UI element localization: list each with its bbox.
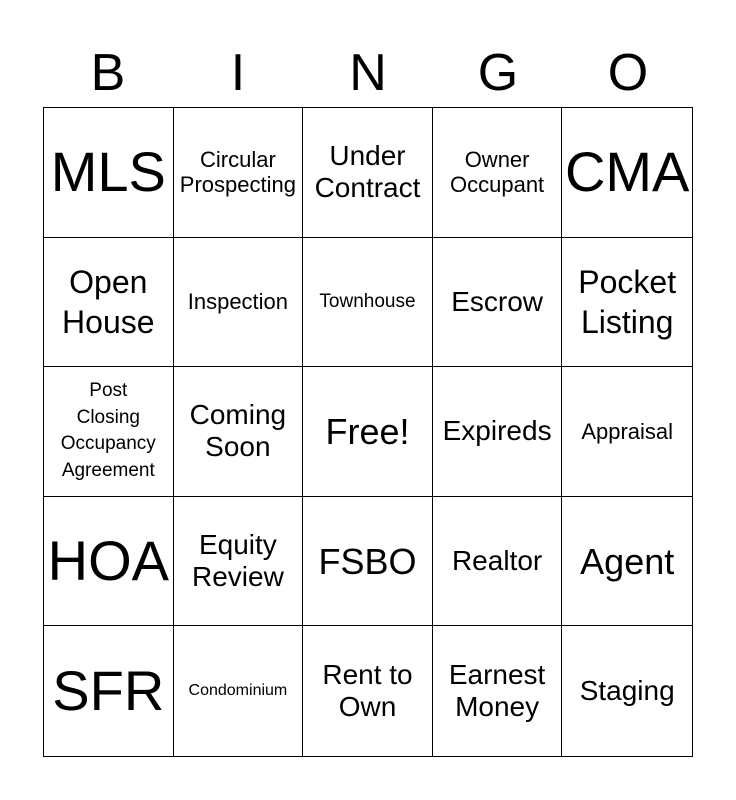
cell-label: MLS (50, 140, 166, 204)
bingo-cell-r1c4[interactable] (433, 108, 563, 238)
header-letter-n: N (349, 44, 387, 102)
bingo-cell-r2c1[interactable] (44, 238, 174, 368)
bingo-cell-r3c4[interactable] (433, 367, 563, 497)
header-letter-o: O (607, 44, 649, 102)
bingo-cell-r1c5[interactable] (562, 108, 692, 238)
bingo-cell-r3c3[interactable] (303, 367, 433, 497)
bingo-board (43, 107, 693, 757)
bingo-cell-r5c2[interactable] (174, 626, 304, 756)
bingo-cell-r1c1[interactable] (44, 108, 174, 238)
bingo-cell-r5c1[interactable] (44, 626, 174, 756)
cell-label: Realtor (451, 545, 543, 576)
cell-label: Earnest Money (448, 659, 546, 723)
bingo-cell-r2c3[interactable] (303, 238, 433, 368)
cell-label: FSBO (318, 540, 417, 582)
bingo-cell-r2c4[interactable] (433, 238, 563, 368)
bingo-cell-r4c3[interactable] (303, 497, 433, 627)
bingo-cell-r1c2[interactable] (174, 108, 304, 238)
bingo-cell-r4c2[interactable] (174, 497, 304, 627)
header-letter-i: I (230, 44, 246, 102)
cell-label: Townhouse (319, 290, 416, 312)
bingo-cell-r3c2[interactable] (174, 367, 304, 497)
bingo-cell-r4c5[interactable] (562, 497, 692, 627)
cell-label: Rent to Own (322, 659, 413, 723)
cell-label: Staging (579, 675, 675, 707)
header-letter-g: G (477, 44, 519, 102)
bingo-cell-r1c3[interactable] (303, 108, 433, 238)
cell-label: CMA (564, 140, 690, 204)
cell-label: Inspection (187, 289, 289, 315)
bingo-cell-r3c5[interactable] (562, 367, 692, 497)
cell-label: Under Contract (314, 140, 421, 204)
bingo-cell-r2c5[interactable] (562, 238, 692, 368)
cell-label: HOA (47, 528, 169, 592)
cell-label: Condominium (188, 682, 288, 699)
cell-label: Appraisal (581, 418, 674, 444)
cell-label: Pocket Listing (578, 263, 677, 340)
cell-label: Equity Review (191, 528, 284, 593)
bingo-cell-r3c1[interactable] (44, 367, 174, 497)
cell-label: Post Closing Occupancy Agreement (60, 380, 156, 482)
cell-label: Escrow (451, 285, 543, 317)
cell-label: Free! (325, 410, 410, 452)
bingo-cell-r2c2[interactable] (174, 238, 304, 368)
cell-label: SFR (52, 659, 165, 722)
bingo-cell-r4c4[interactable] (433, 497, 563, 627)
cell-label: Agent (580, 540, 675, 582)
bingo-cell-r5c3[interactable] (303, 626, 433, 756)
header-letter-b: B (90, 44, 126, 102)
cell-label: Coming Soon (189, 399, 287, 463)
bingo-cell-r5c4[interactable] (433, 626, 563, 756)
bingo-cell-r5c5[interactable] (562, 626, 692, 756)
cell-label: Expireds (442, 415, 552, 447)
cell-label: Owner Occupant (450, 147, 545, 198)
bingo-header (43, 40, 693, 106)
cell-label: Circular Prospecting (179, 147, 296, 198)
cell-label: Open House (62, 263, 155, 340)
bingo-cell-r4c1[interactable] (44, 497, 174, 627)
